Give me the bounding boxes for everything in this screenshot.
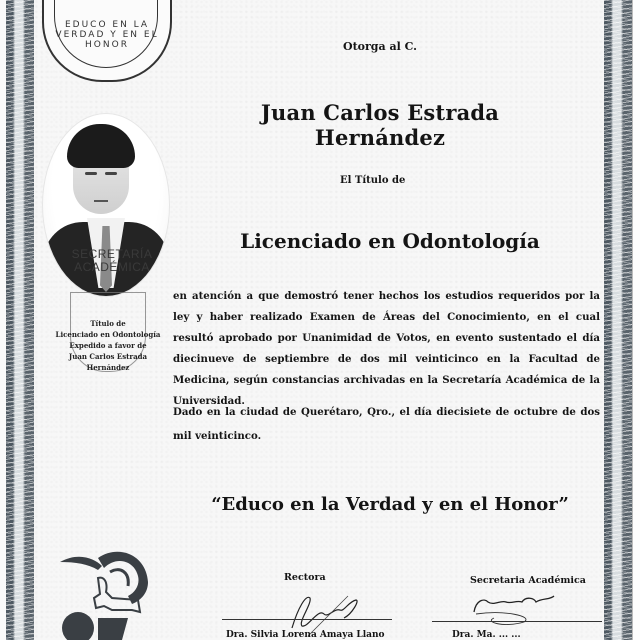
- signature-line: [222, 619, 392, 620]
- university-logo-icon: [58, 548, 158, 640]
- guilloche-border-right: [604, 0, 632, 640]
- signature-name-secretaria: Dra. Ma. ... ...: [452, 630, 521, 640]
- issued-paragraph: Dado en la ciudad de Querétaro, Qro., el día diecisiete de octubre de dos mil veinticinco.: [173, 406, 600, 442]
- title-intro: El Título de: [340, 175, 406, 186]
- seal-caption-line: Expedido a favor de: [69, 341, 147, 350]
- scan-edge-right: [632, 0, 640, 640]
- seal-caption: [48, 318, 168, 373]
- seal-caption-line: Título de: [90, 319, 126, 328]
- grant-line: Otorga al C.: [343, 40, 417, 53]
- photo-hair: [67, 124, 135, 168]
- university-crest: [42, 0, 172, 82]
- photo-eye: [105, 172, 117, 175]
- secretaria-stamp: [52, 248, 172, 274]
- photo-eye: [85, 172, 97, 175]
- signature-name-rectora: Dra. Silvia Lorena Amaya Llano: [226, 630, 385, 640]
- guilloche-border-left: [6, 0, 34, 640]
- recipient-name: Juan Carlos Estrada Hernández: [260, 100, 500, 150]
- crest-motto: EDUCO EN LA VERDAD Y EN EL HONOR: [55, 20, 159, 50]
- signature-role-rectora: Rectora: [284, 572, 326, 583]
- stamp-line: SECRETARÍA: [71, 247, 153, 261]
- signature-role-secretaria: Secretaria Académica: [470, 575, 586, 586]
- seal-caption-line: Licenciado en Odontología: [55, 330, 161, 339]
- motto: “Educo en la Verdad y en el Honor”: [211, 494, 569, 515]
- body-paragraph: en atención a que demostró tener hechos los estudios requeridos por la ley y haber realizado Examen de Áreas del Conocimiento, en el cual resultó aprobado por Unanimidad de Votos, en evento sustentado el día diecinueve de septiembre de dos mil veinticinco en la Facultad de Medicina, según constancias archivadas en la Secretaría Académica de la Universidad.: [173, 290, 600, 407]
- stamp-line: ACADÉMICA: [74, 260, 150, 274]
- signature-secretaria-icon: [464, 588, 574, 628]
- seal-caption-line: Juan Carlos Estrada Hernández: [68, 352, 148, 372]
- signature-line: [432, 621, 602, 622]
- photo-mouth: [94, 200, 108, 202]
- degree-title: Licenciado en Odontología: [240, 229, 540, 253]
